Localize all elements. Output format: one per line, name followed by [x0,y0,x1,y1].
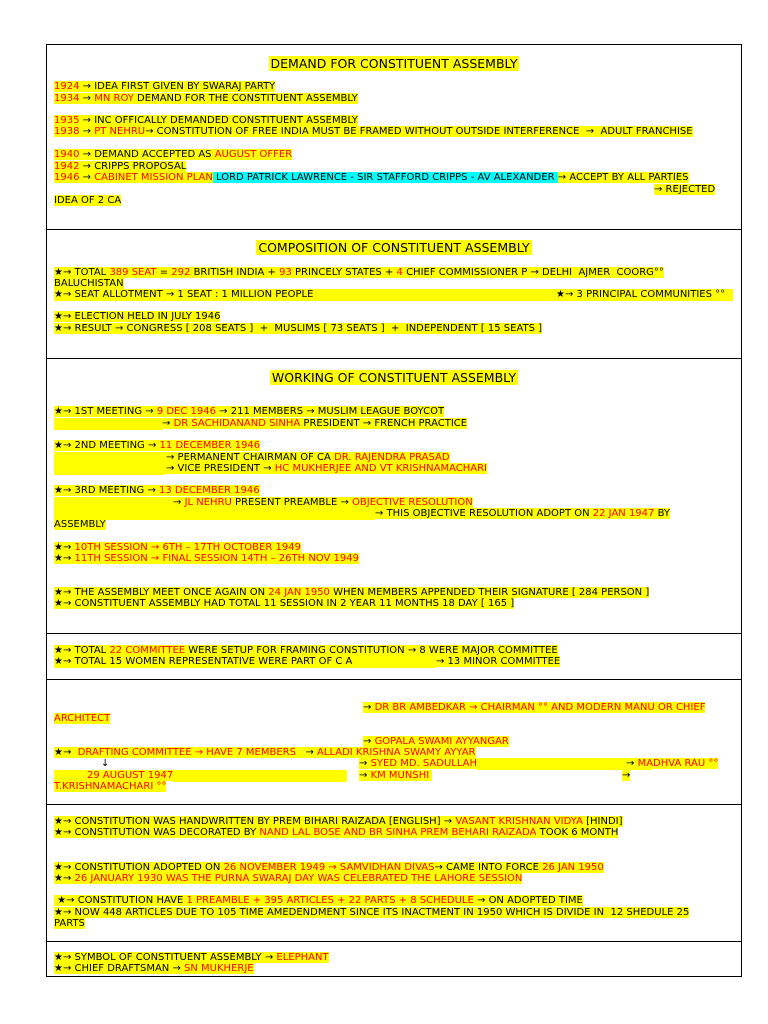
member-ayyangar: → GOPALA SWAMI AYYANGAR [363,736,509,747]
timeline-1940: 1940 → DEMAND ACCEPTED AS AUGUST OFFER [54,149,293,160]
current-articles-cont: PARTS [54,918,85,929]
member-krishnamachari: T.KRISHNAMACHARI °° [54,781,167,792]
principal-communities: ★→ 3 PRINCIPAL COMMUNITIES °° [556,289,726,300]
section-title: COMPOSITION OF CONSTITUENT ASSEMBLY [258,240,530,255]
timeline-1935: 1935 → INC OFFICALLY DEMANDED CONSTITUENT ASSEMBLY [54,115,358,126]
third-meeting-preamble: → JL NEHRU PRESENT PREAMBLE → OBJECTIVE RESOLUTION [54,497,473,509]
section-symbol [47,942,741,977]
first-meeting: ★→ 1ST MEETING → 9 DEC 1946 → 211 MEMBERS → MUSLIM LEAGUE BOYCOT [54,406,445,417]
rejected-note: → REJECTED [654,184,716,195]
timeline-1934: 1934 → MN ROY DEMAND FOR THE CONSTITUENT ASSEMBLY [54,93,358,104]
third-meeting: ★→ 3RD MEETING → 13 DECEMBER 1946 [54,485,260,496]
drafting-date: 29 AUGUST 1947 [54,770,347,782]
handwritten-by: ★→ CONSTITUTION WAS HANDWRITTEN BY PREM BIHARI RAIZADA [ENGLISH] → VASANT KRISHNAN VIDYA [HINDI] [54,816,623,827]
timeline-1946: 1946 → CABINET MISSION PLAN LORD PATRICK LAWRENCE - SIR STAFFORD CRIPPS - AV ALEXANDER → ACCEPT BY ALL PARTIES [54,172,689,183]
chief-draftsman: ★→ CHIEF DRAFTSMAN → SN MUKHERJE [54,963,254,974]
minor-committee: → 13 MINOR COMMITTEE [436,656,561,667]
member-sadullah: → SYED MD. SADULLAH [359,758,652,770]
second-meeting-chairman: → PERMANENT CHAIRMAN OF CA DR. RAJENDRA PRASAD [54,452,450,464]
constitution-adopted: ★→ CONSTITUTION ADOPTED ON 26 NOVEMBER 1949 → SAMVIDHAN DIVAS→ CAME INTO FORCE 26 JAN 1950 [54,862,604,873]
decorated-by: ★→ CONSTITUTION WAS DECORATED BY NAND LAL BOSE AND BR SINHA PREM BEHARI RAIZADA TOOK 6 MONTH [54,827,619,838]
document-page [46,44,742,977]
timeline-1938: 1938 → PT NEHRU→ CONSTITUTION OF FREE INDIA MUST BE FRAMED WITHOUT OUTSIDE INTERFERENCE → ADULT FRANCHISE [54,126,693,137]
tenth-session: ★→ 10TH SESSION → 6TH – 17TH OCTOBER 1949 [54,542,301,553]
member-munshi: → KM MUNSHI [359,770,432,782]
ambedkar-chairman: → DR BR AMBEDKAR → CHAIRMAN °° AND MODERN MANU OR CHIEF [363,702,706,713]
total-committee: ★→ TOTAL 22 COMMITTEE WERE SETUP FOR FRAMING CONSTITUTION → 8 WERE MAJOR COMMITTEE [54,645,558,656]
composition-total: ★→ TOTAL 389 SEAT = 292 BRITISH INDIA + 93 PRINCELY STATES + 4 CHIEF COMMISSIONER P → DELHI AJMER COORG°° [54,267,664,278]
assembly-symbol: ★→ SYMBOL OF CONSTITUENT ASSEMBLY → ELEPHANT [54,952,329,963]
member-madhva-rau: → MADHVA RAU °° [626,758,719,769]
rejected-note-cont: IDEA OF 2 CA [54,195,122,206]
ambedkar-chairman-cont: ARCHITECT [54,713,111,724]
purna-swaraj-day: ★→ 26 JANUARY 1930 WAS THE PURNA SWARAJ DAY WAS CELEBRATED THE LAHORE SESSION [54,873,523,884]
composition-total-cont: BALUCHISTAN [54,278,124,289]
section-drafting [47,680,741,805]
down-arrow: ↓ [101,758,110,769]
section-constitution [47,805,741,942]
objective-resolution-cont: ASSEMBLY [54,519,106,530]
election-held: ★→ ELECTION HELD IN JULY 1946 [54,311,221,322]
arrow-next-member: → [622,770,631,781]
objective-resolution: → THIS OBJECTIVE RESOLUTION ADOPT ON 22 JAN 1947 BY [54,508,670,520]
assembly-meet-again: ★→ THE ASSEMBLY MEET ONCE AGAIN ON 24 JAN 1950 WHEN MEMBERS APPENDED THEIR SIGNATURE [ 284 PERSON ] [54,587,650,598]
women-representatives: ★→ TOTAL 15 WOMEN REPRESENTATIVE WERE PART OF C A [54,656,436,668]
section-working [47,359,741,634]
section-title: WORKING OF CONSTITUENT ASSEMBLY [271,370,517,385]
second-meeting: ★→ 2ND MEETING → 11 DECEMBER 1946 [54,440,261,451]
eleventh-session: ★→ 11TH SESSION → FINAL SESSION 14TH – 26TH NOV 1949 [54,553,359,564]
drafting-committee: ★→ DRAFTING COMMITTEE → HAVE 7 MEMBERS → ALLADI KRISHNA SWAMY AYYAR [54,747,476,758]
election-result: ★→ RESULT → CONGRESS [ 208 SEATS ] + MUSLIMS [ 73 SEATS ] + INDEPENDENT [ 15 SEATS ] [54,323,543,334]
constitution-contents: ★→ CONSTITUTION HAVE 1 PREAMBLE + 395 ARTICLES + 22 PARTS + 8 SCHEDULE → ON ADOPTED TIME [54,895,583,906]
section-demand [47,45,741,230]
first-meeting-detail: → DR SACHIDANAND SINHA PRESIDENT → FRENCH PRACTICE [54,418,467,430]
timeline-1942: 1942 → CRIPPS PROPOSAL [54,161,187,172]
timeline-1924: 1924 → IDEA FIRST GIVEN BY SWARAJ PARTY [54,81,276,92]
section-title: DEMAND FOR CONSTITUENT ASSEMBLY [270,56,518,71]
section-composition [47,230,741,359]
second-meeting-vice: → VICE PRESIDENT → HC MUKHERJEE AND VT KRISHNAMACHARI [54,463,487,475]
section-committees [47,634,741,680]
total-sessions: ★→ CONSTITUENT ASSEMBLY HAD TOTAL 11 SESSION IN 2 YEAR 11 MONTHS 18 DAY [ 165 ] [54,598,515,609]
seat-allotment: ★→ SEAT ALLOTMENT → 1 SEAT : 1 MILLION PEOPLE [54,289,733,301]
current-articles: ★→ NOW 448 ARTICLES DUE TO 105 TIME AMEDENDMENT SINCE ITS INACTMENT IN 1950 WHICH IS DIVIDE IN 12 SHEDULE 25 [54,907,690,918]
